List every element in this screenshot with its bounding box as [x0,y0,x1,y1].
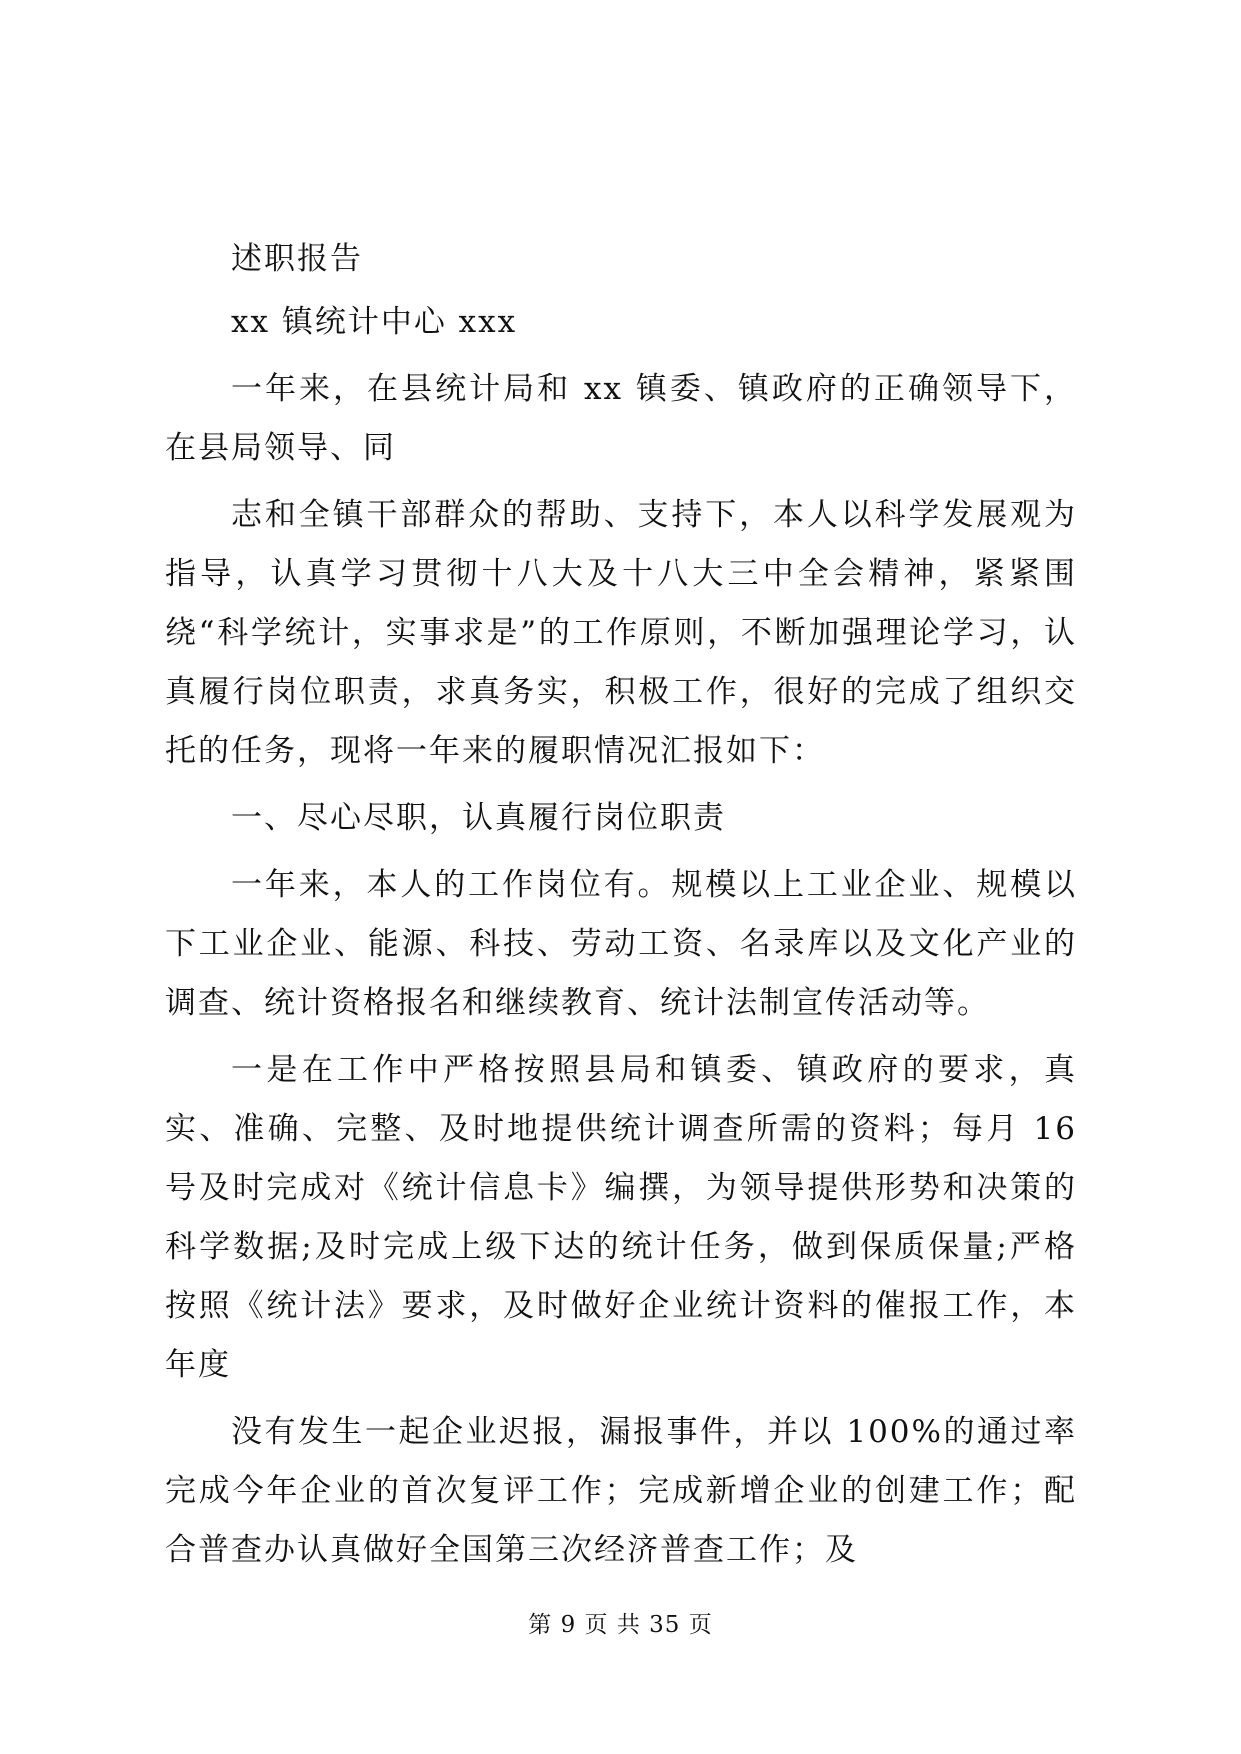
paragraph: 一年来，在县统计局和 xx 镇委、镇政府的正确领导下，在县局领导、同 [165,371,1077,466]
page-number-label: 第 9 页 共 35 页 [528,1612,713,1638]
paragraph: 一年来，本人的工作岗位有。规模以上工业企业、规模以下工业企业、能源、科技、劳动工资、名录库以及文化产业的调查、统计资格报名和继续教育、统计法制宣传活动等。 [165,867,1077,1021]
paragraph: 一是在工作中严格按照县局和镇委、镇政府的要求，真实、准确、完整、及时地提供统计调查所需的资料；每月 16 号及时完成对《统计信息卡》编撰，为领导提供形势和决策的科学数据;及时完成上级下达的统计任务，做到保质保量;严格按照《统计法》要求，及时做好企业统计资料的催报工作，本年度 [165,1052,1077,1383]
page-footer [0,1606,1241,1639]
document-title: 述职报告 [231,241,363,277]
paragraph: 志和全镇干部群众的帮助、支持下，本人以科学发展观为指导，认真学习贯彻十八大及十八大三中全会精神，紧紧围绕“科学统计，实事求是”的工作原则，不断加强理论学习，认真履行岗位职责，求真务实，积极工作，很好的完成了组织交托的任务，现将一年来的履职情况汇报如下： [165,497,1077,769]
document-body [165,230,1077,1588]
section-heading: 一、尽心尽职，认真履行岗位职责 [231,800,726,836]
document-byline: xx 镇统计中心 xxx [231,304,518,340]
paragraph: 没有发生一起企业迟报，漏报事件，并以 100%的通过率完成今年企业的首次复评工作；完成新增企业的创建工作；配合普查办认真做好全国第三次经济普查工作；及 [165,1414,1077,1568]
